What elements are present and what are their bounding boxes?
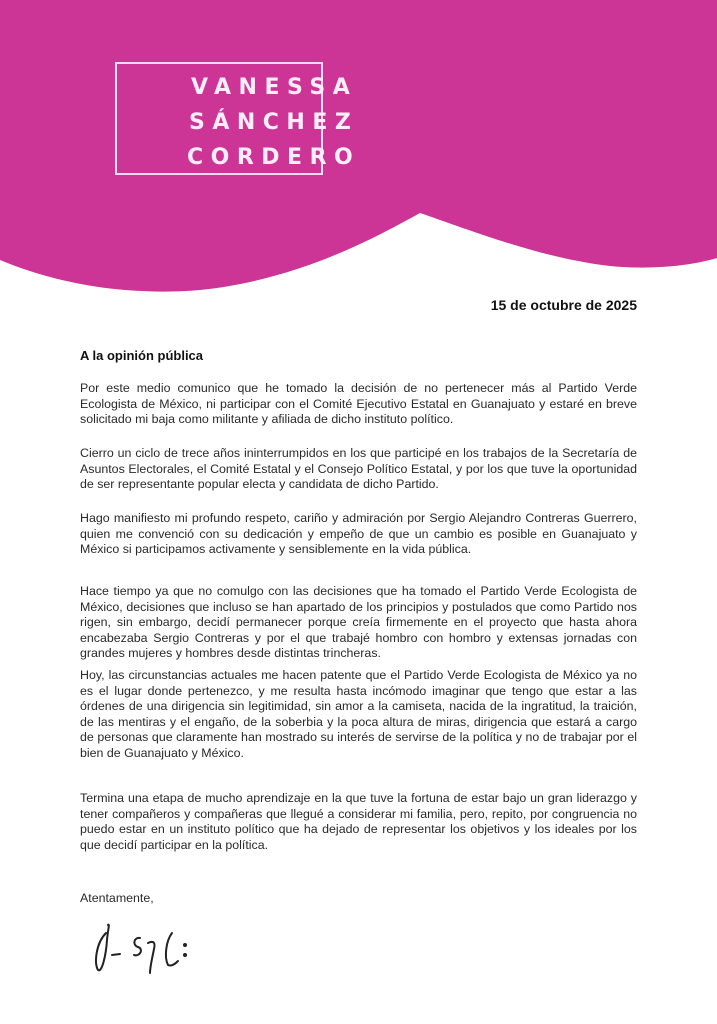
letter-salutation: A la opinión pública [80, 348, 204, 363]
paragraph-6: Termina una etapa de mucho aprendizaje en la que tuve la fortuna de estar bajo un gran liderazgo y tener compañeros y compañeras que llegué a considerar mi familia, pero, repito, por congruencia no puedo estar en un instituto político que ha dejado de representar los objetivos y los ideales por los que decidí participar en la política. [80, 791, 637, 852]
paragraph-3: Hago manifiesto mi profundo respeto, cariño y admiración por Sergio Alejandro Contreras Guerrero, quien me convenció con su dedicación y empeño de que un cambio es posible en Guanajuato y México si participamos activamente y sensiblemente en la vida pública. [80, 511, 637, 557]
paragraph-5: Hoy, las circunstancias actuales me hacen patente que el Partido Verde Ecologista de México ya no es el lugar donde pertenezco, y me resulta hasta incómodo imaginar que tengo que estar a las órdenes de una dirigencia sin legitimidad, sin amor a la camiseta, nacida de la ingratitud, la traición, de las mentiras y el engaño, de la soberbia y la poca altura de miras, dirigencia que estará a cargo de personas que claramente han mostrado su interés de servirse de la política y no de trabajar por el bien de Guanajuato y México. [80, 668, 637, 760]
handwritten-signature [88, 915, 198, 980]
logo-surname-2: CORDERO [187, 145, 361, 170]
logo-first-name: VANESSA [191, 75, 358, 100]
logo-surname-1: SÁNCHEZ [189, 110, 359, 135]
letter-date: 15 de octubre de 2025 [490, 297, 637, 313]
paragraph-4: Hace tiempo ya que no comulgo con las decisiones que ha tomado el Partido Verde Ecologista de México, decisiones que incluso se han apartado de los principios y postulados que como Partido nos rigen, sin embargo, decidí permanecer porque creía firmemente en el proyecto que hasta ahora encabezaba Sergio Contreras y por el que trabajé hombro con hombro y extensas jornadas con grandes mujeres y hombres desde distintas trincheras. [80, 584, 637, 661]
letter-closing: Atentamente, [80, 891, 154, 905]
paragraph-1: Por este medio comunico que he tomado la decisión de no pertenecer más al Partido Verde Ecologista de México, ni participar con el Comité Ejecutivo Estatal en Guanajuato y estaré en breve solicitado mi baja como militante y afiliada de dicho instituto político. [80, 381, 637, 427]
letterhead-logo [115, 62, 361, 175]
paragraph-2: Cierro un ciclo de trece años ininterrumpidos en los que participé en los trabajos de la Secretaría de Asuntos Electorales, el Comité Estatal y el Consejo Político Estatal, y por los que tuve la oportunidad de ser representante popular electa y candidata de dicho Partido. [80, 446, 637, 492]
